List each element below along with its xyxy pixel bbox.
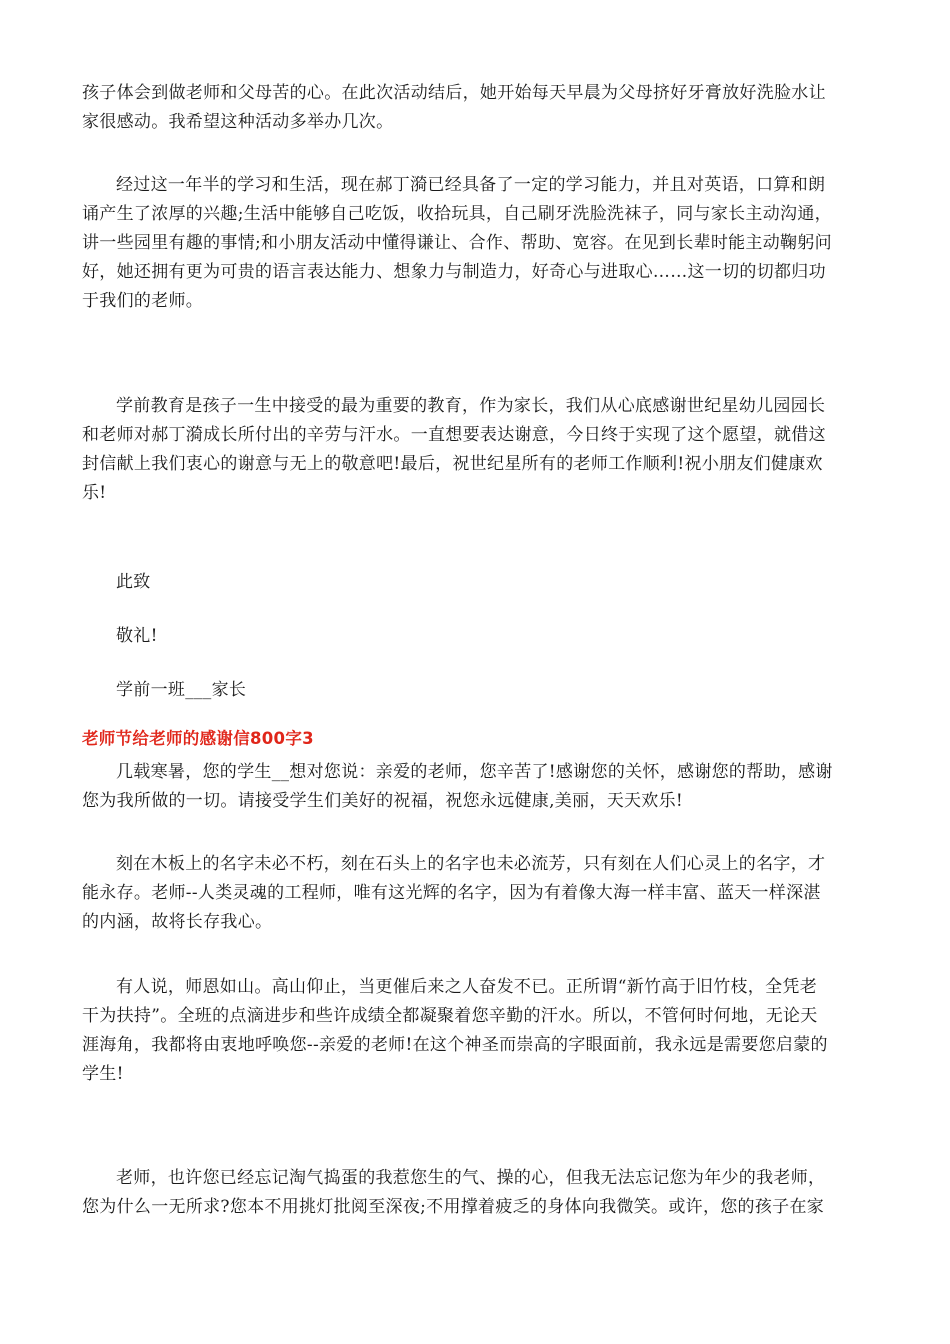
paragraph-line: 您为我所做的一切。请接受学生们美好的祝福，祝您永远健康,美丽，天天欢乐!	[82, 791, 684, 811]
paragraph-line: 老师，也许您已经忘记淘气捣蛋的我惹您生的气、操的心，但我无法忘记您为年少的我老师，	[116, 1168, 826, 1188]
paragraph-line: 经过这一年半的学习和生活，现在郝丁漪已经具备了一定的学习能力，并且对英语，口算和朗	[116, 175, 826, 195]
closing-regards	[82, 622, 868, 651]
paragraph-1	[82, 79, 868, 137]
paragraph-6	[82, 973, 868, 1089]
paragraph-line: 几载寒暑，您的学生__想对您说：亲爱的老师，您辛苦了!感谢您的关怀，感谢您的帮助，感谢	[116, 762, 833, 782]
paragraph-3	[82, 392, 868, 508]
paragraph-line: 干为扶持”。全班的点滴进步和些许成绩全都凝聚着您辛勤的汗水。所以，不管何时何地，无论天	[82, 1006, 818, 1026]
paragraph-line: 家很感动。我希望这种活动多举办几次。	[82, 112, 394, 132]
signature	[82, 676, 868, 705]
paragraph-4	[82, 758, 868, 816]
paragraph-line: 讲一些园里有趣的事情;和小朋友活动中懂得谦让、合作、帮助、宽容。在见到长辈时能主动鞠躬问	[82, 233, 832, 253]
paragraph-2	[82, 171, 868, 316]
paragraph-7	[82, 1164, 868, 1222]
paragraph-5	[82, 850, 868, 937]
signature-line: 学前一班___家长	[116, 680, 247, 700]
paragraph-line: 刻在木板上的名字未必不朽，刻在石头上的名字也未必流芳，只有刻在人们心灵上的名字，才	[116, 854, 826, 874]
paragraph-line: 学前教育是孩子一生中接受的最为重要的教育，作为家长，我们从心底感谢世纪星幼儿园园长	[116, 396, 826, 416]
paragraph-line: 涯海角，我都将由衷地呼唤您--亲爱的老师!在这个神圣而崇高的字眼面前，我永远是需要您启蒙的	[82, 1035, 828, 1055]
paragraph-line: 于我们的老师。	[82, 291, 204, 311]
paragraph-line: 孩子体会到做老师和父母苦的心。在此次活动结后，她开始每天早晨为父母挤好牙膏放好洗脸水让	[82, 83, 826, 103]
closing-salutation	[82, 568, 868, 597]
paragraph-line: 能永存。老师--人类灵魂的工程师，唯有这光辉的名字，因为有着像大海一样丰富、蓝天一样深湛	[82, 883, 821, 903]
closing-line: 此致	[116, 572, 151, 592]
paragraph-line: 的内涵，故将长存我心。	[82, 912, 273, 932]
paragraph-line: 和老师对郝丁漪成长所付出的辛劳与汗水。一直想要表达谢意，今日终于实现了这个愿望，就借这	[82, 425, 826, 445]
section-heading: 老师节给老师的感谢信800字3	[82, 729, 314, 748]
paragraph-line: 封信献上我们衷心的谢意与无上的敬意吧!最后，祝世纪星所有的老师工作顺利!祝小朋友们健康欢	[82, 454, 823, 474]
paragraph-line: 学生!	[82, 1064, 124, 1084]
paragraph-line: 好，她还拥有更为可贵的语言表达能力、想象力与制造力，好奇心与进取心……这一切的切都归功	[82, 262, 826, 282]
paragraph-line: 诵产生了浓厚的兴趣;生活中能够自己吃饭，收拾玩具，自己刷牙洗脸洗袜子，同与家长主动沟通，	[82, 204, 832, 224]
closing-line: 敬礼!	[116, 626, 158, 646]
paragraph-line: 有人说，师恩如山。高山仰止，当更催后来之人奋发不已。正所谓“新竹高于旧竹枝，全凭老	[116, 977, 817, 997]
paragraph-line: 乐!	[82, 483, 107, 503]
paragraph-line: 您为什么一无所求?您本不用挑灯批阅至深夜;不用撑着疲乏的身体向我微笑。或许，您的孩子在家	[82, 1197, 825, 1217]
